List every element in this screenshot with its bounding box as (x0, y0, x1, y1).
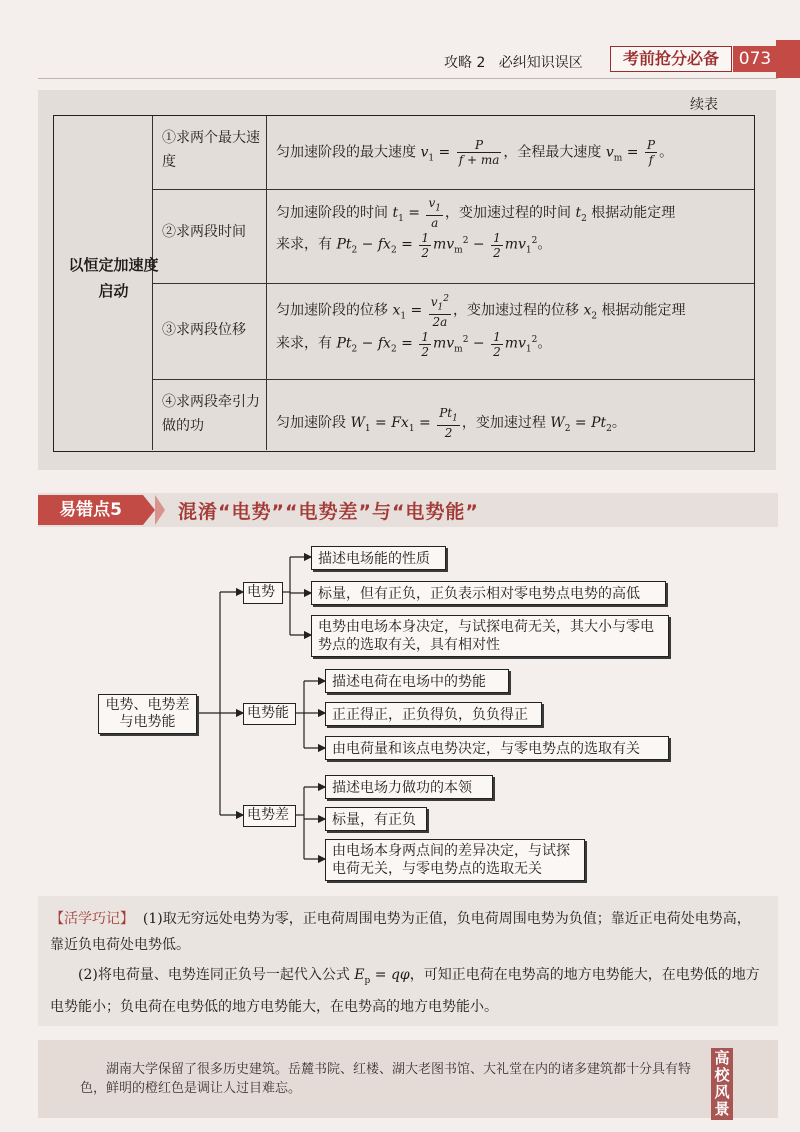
formula-cell-3: 匀加速阶段的位移 $x_1$ = $\frac{v_1^2}{2a}$ ，变加速过程的位移 $x_2$ 根据动能定理 来求，有 $Pt_2 - fx_2$ = $\frac{1}{2}$ $mv_m^2$ − $\frac{1}{2}$ $mv_1^2$。 (276, 294, 686, 359)
difference-item-3: 由电场本身两点间的差异决定，与试探电荷无关，与零电势点的选取无关 (325, 839, 585, 881)
footer-text: 湖南大学保留了很多历史建筑。岳麓书院、红楼、湖大老图书馆、大礼堂在内的诸多建筑都十分具有特色，鲜明的橙红色是调让人过目难忘。 (80, 1062, 692, 1096)
formula-ep: E (354, 967, 365, 983)
section-label: 攻略 2 (444, 55, 486, 71)
tips-p2a: (2)将电荷量、电势连同正负号一起代入公式 (78, 967, 350, 983)
potential-item-3: 电势由电场本身决定，与试探电荷无关，其大小与零电势点的选取有关，具有相对性 (311, 615, 669, 657)
task-cell-3: ③求两段位移 (162, 322, 246, 338)
section-tag: 易错点5 (38, 495, 143, 525)
tips-p2b: ，可知正电荷在电势高的地方电势能大，在电势低的地方电势能小；负电荷在电势低的地方电势能大，在电势高的地方电势能小。 (50, 967, 760, 1015)
tips-paragraph-1 (50, 906, 760, 958)
tips-p1: (1)取无穷远处电势为零，正电荷周围电势为正值，负电荷周围电势为负值；靠近正电荷处电势高，靠近负电荷处电势低。 (50, 911, 751, 953)
energy-item-2: 正正得正，正负得负，负负得正 (325, 702, 542, 726)
potential-item-2: 标量，但有正负，正负表示相对零电势点电势的高低 (311, 581, 666, 605)
formula-cell-2: 匀加速阶段的时间 $t_1$ = $\frac{v_1}{a}$ ，变加速过程的时间 $t_2$ 根据动能定理 来求，有 $Pt_2 - fx_2$ = $\frac{1}{2}$ $mv_m^2$ − $\frac{1}{2}$ $mv_1^2$。 (276, 196, 676, 260)
mindmap-root: 电势、电势差与电势能 (98, 694, 197, 734)
task-cell-2: ②求两段时间 (162, 224, 246, 240)
footer-tag: 高校风景 (711, 1048, 733, 1120)
branch-potential-energy: 电势能 (243, 703, 296, 725)
difference-item-1: 描述电场力做功的本领 (325, 775, 493, 799)
task-cell-1: ①求两个最大速度 (162, 130, 260, 170)
tips-paragraph-2: (2)将电荷量、电势连同正负号一起代入公式 $E_p = q\varphi$，可知正电荷在电势高的地方电势能大，在电势低的地方电势能小；负电荷在电势低的地方电势能大，在电势高的地方电势能小。 (50, 967, 760, 1015)
formula-cell-4: 匀加速阶段 $W_1 = Fx_1$ = $\frac{Pt_1}{2}$ ，变加速过程 $W_2 = Pt_2$。 (276, 406, 626, 441)
task-cell-4: ④求两段牵引力做的功 (162, 394, 260, 434)
page-number: 073 (733, 46, 777, 72)
series-title: 考前抢分必备 (610, 46, 732, 72)
tips-tag: 【活学巧记】 (50, 911, 134, 927)
energy-item-3: 由电荷量和该点电势决定，与零电势点的选取有关 (325, 736, 669, 760)
continued-label: 续表 (690, 97, 718, 113)
chapter-label: 必纠知识误区 (498, 55, 583, 71)
potential-item-1: 描述电场能的性质 (311, 546, 446, 570)
section-title: 混淆“电势”“电势差”与“电势能” (178, 501, 479, 523)
row-header: 以恒定加速度启动 (68, 256, 159, 300)
formula-cell-1: 匀加速阶段的最大速度 $v_1$ = $\frac{P}{f + ma}$ ，全程最大速度 $v_m$ = $\frac{P}{f}$ 。 (276, 138, 674, 167)
branch-potential-difference: 电势差 (243, 805, 296, 827)
energy-item-1: 描述电荷在电场中的势能 (325, 669, 509, 693)
branch-potential: 电势 (243, 582, 283, 604)
difference-item-2: 标量，有正负 (325, 807, 427, 831)
